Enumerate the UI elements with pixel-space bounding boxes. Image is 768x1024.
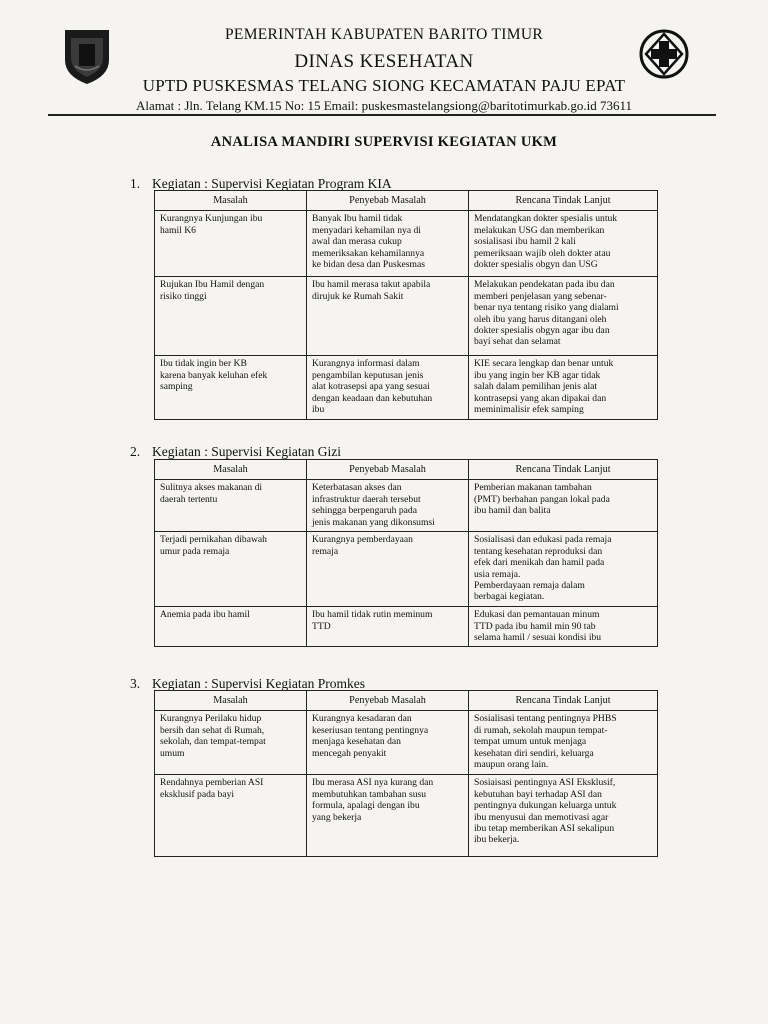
- header-address: Alamat : Jln. Telang KM.15 No: 15 Email: puskesmastelangsiong@baritotimurkab.go.id 73611: [136, 98, 632, 113]
- cell-penyebab: Keterbatasan akses dan infrastruktur daerah tersebut sehingga berpengaruh pada jenis makanan yang dikonsumsi: [307, 480, 469, 532]
- column-header-rencana: Rencana Tindak Lanjut: [469, 460, 658, 480]
- cell-masalah: Ibu tidak ingin ber KB karena banyak keluhan efek samping: [155, 356, 307, 420]
- cell-masalah: Kurangnya Perilaku hidup bersih dan sehat di Rumah, sekolah, dan tempat-tempat umum: [155, 711, 307, 775]
- cell-rencana: Pemberian makanan tambahan (PMT) berbahan pangan lokal pada ibu hamil dan balita: [469, 480, 658, 532]
- cell-masalah: Kurangnya Kunjungan ibu hamil K6: [155, 211, 307, 277]
- header-government: PEMERINTAH KABUPATEN BARITO TIMUR: [225, 26, 543, 43]
- section-2-title: 2. Kegiatan : Supervisi Kegiatan Gizi: [130, 444, 341, 459]
- cell-penyebab: Ibu hamil merasa takut apabila dirujuk ke Rumah Sakit: [307, 277, 469, 356]
- header-divider: [48, 114, 716, 116]
- header-agency: DINAS KESEHATAN: [294, 51, 474, 72]
- table-row: [155, 480, 658, 532]
- section-3-table: [154, 690, 658, 857]
- cell-penyebab: Ibu merasa ASI nya kurang dan membutuhkan tambahan susu formula, apalagi dengan ibu yang bekerja: [307, 775, 469, 857]
- table-row: [155, 277, 658, 356]
- column-header-masalah: Masalah: [155, 691, 307, 711]
- document-title: ANALISA MANDIRI SUPERVISI KEGIATAN UKM: [210, 134, 558, 150]
- column-header-penyebab: Penyebab Masalah: [307, 460, 469, 480]
- cell-rencana: Sosiaisasi pentingnya ASI Eksklusif, kebutuhan bayi terhadap ASI dan pentingnya dukungan keluarga untuk ibu menyusui dan memotivasi agar ibu tetap memberikan ASI sekalipun ibu bekerja.: [469, 775, 658, 857]
- table-row: [155, 211, 658, 277]
- cell-penyebab: Ibu hamil tidak rutin meminum TTD: [307, 607, 469, 647]
- table-header-row: [155, 691, 658, 711]
- column-header-masalah: Masalah: [155, 191, 307, 211]
- cell-rencana: KIE secara lengkap dan benar untuk ibu yang ingin ber KB agar tidak salah dalam pemilihan jenis alat kontrasepsi yang akan dipakai dan meminimalisir efek samping: [469, 356, 658, 420]
- table-row: [155, 775, 658, 857]
- cell-masalah: Rujukan Ibu Hamil dengan risiko tinggi: [155, 277, 307, 356]
- cell-masalah: Rendahnya pemberian ASI eksklusif pada bayi: [155, 775, 307, 857]
- table-header-row: [155, 460, 658, 480]
- cell-penyebab: Kurangnya kesadaran dan keseriusan tentang pentingnya menjaga kesehatan dan mencegah penyakit: [307, 711, 469, 775]
- table-row: [155, 711, 658, 775]
- section-2-table: [154, 459, 658, 647]
- column-header-rencana: Rencana Tindak Lanjut: [469, 691, 658, 711]
- column-header-rencana: Rencana Tindak Lanjut: [469, 191, 658, 211]
- cell-rencana: Edukasi dan pemantauan minum TTD pada ibu hamil min 90 tab selama hamil / sesuai kondisi ibu: [469, 607, 658, 647]
- section-1-title: 1. Kegiatan : Supervisi Kegiatan Program KIA: [130, 176, 392, 191]
- cell-masalah: Terjadi pernikahan dibawah umur pada remaja: [155, 532, 307, 607]
- cell-penyebab: Kurangnya pemberdayaan remaja: [307, 532, 469, 607]
- table-row: [155, 356, 658, 420]
- column-header-penyebab: Penyebab Masalah: [307, 191, 469, 211]
- table-row: [155, 607, 658, 647]
- cell-rencana: Sosialisasi tentang pentingnya PHBS di rumah, sekolah maupun tempat- tempat umum untuk menjaga kesehatan diri sendiri, keluarga maupun orang lain.: [469, 711, 658, 775]
- cell-penyebab: Banyak Ibu hamil tidak menyadari kehamilan nya di awal dan merasa cukup memeriksakan kehamilannya ke bidan desa dan Puskesmas: [307, 211, 469, 277]
- column-header-masalah: Masalah: [155, 460, 307, 480]
- column-header-penyebab: Penyebab Masalah: [307, 691, 469, 711]
- cell-masalah: Anemia pada ibu hamil: [155, 607, 307, 647]
- table-header-row: [155, 191, 658, 211]
- cell-penyebab: Kurangnya informasi dalam pengambilan keputusan jenis alat kotrasepsi apa yang sesuai dengan keadaan dan kebutuhan ibu: [307, 356, 469, 420]
- header-unit: UPTD PUSKESMAS TELANG SIONG KECAMATAN PAJU EPAT: [142, 76, 626, 95]
- cell-rencana: Sosialisasi dan edukasi pada remaja tentang kesehatan reproduksi dan efek dari menikah dan hamil pada usia remaja. Pemberdayaan remaja dalam berbagai kegiatan.: [469, 532, 658, 607]
- section-3-title: 3. Kegiatan : Supervisi Kegiatan Promkes: [130, 676, 365, 691]
- cell-masalah: Sulitnya akses makanan di daerah tertentu: [155, 480, 307, 532]
- section-1-table: [154, 190, 658, 420]
- cell-rencana: Melakukan pendekatan pada ibu dan memberi penjelasan yang sebenar- benar nya tentang risiko yang dialami oleh ibu yang harus ditangani oleh dokter spesialis obgyn agar ibu dan bayi sehat dan selamat: [469, 277, 658, 356]
- table-row: [155, 532, 658, 607]
- cell-rencana: Mendatangkan dokter spesialis untuk melakukan USG dan memberikan sosialisasi ibu hamil 2 kali pemeriksaan wajib oleh dokter atau dokter spesialis obgyn dan USG: [469, 211, 658, 277]
